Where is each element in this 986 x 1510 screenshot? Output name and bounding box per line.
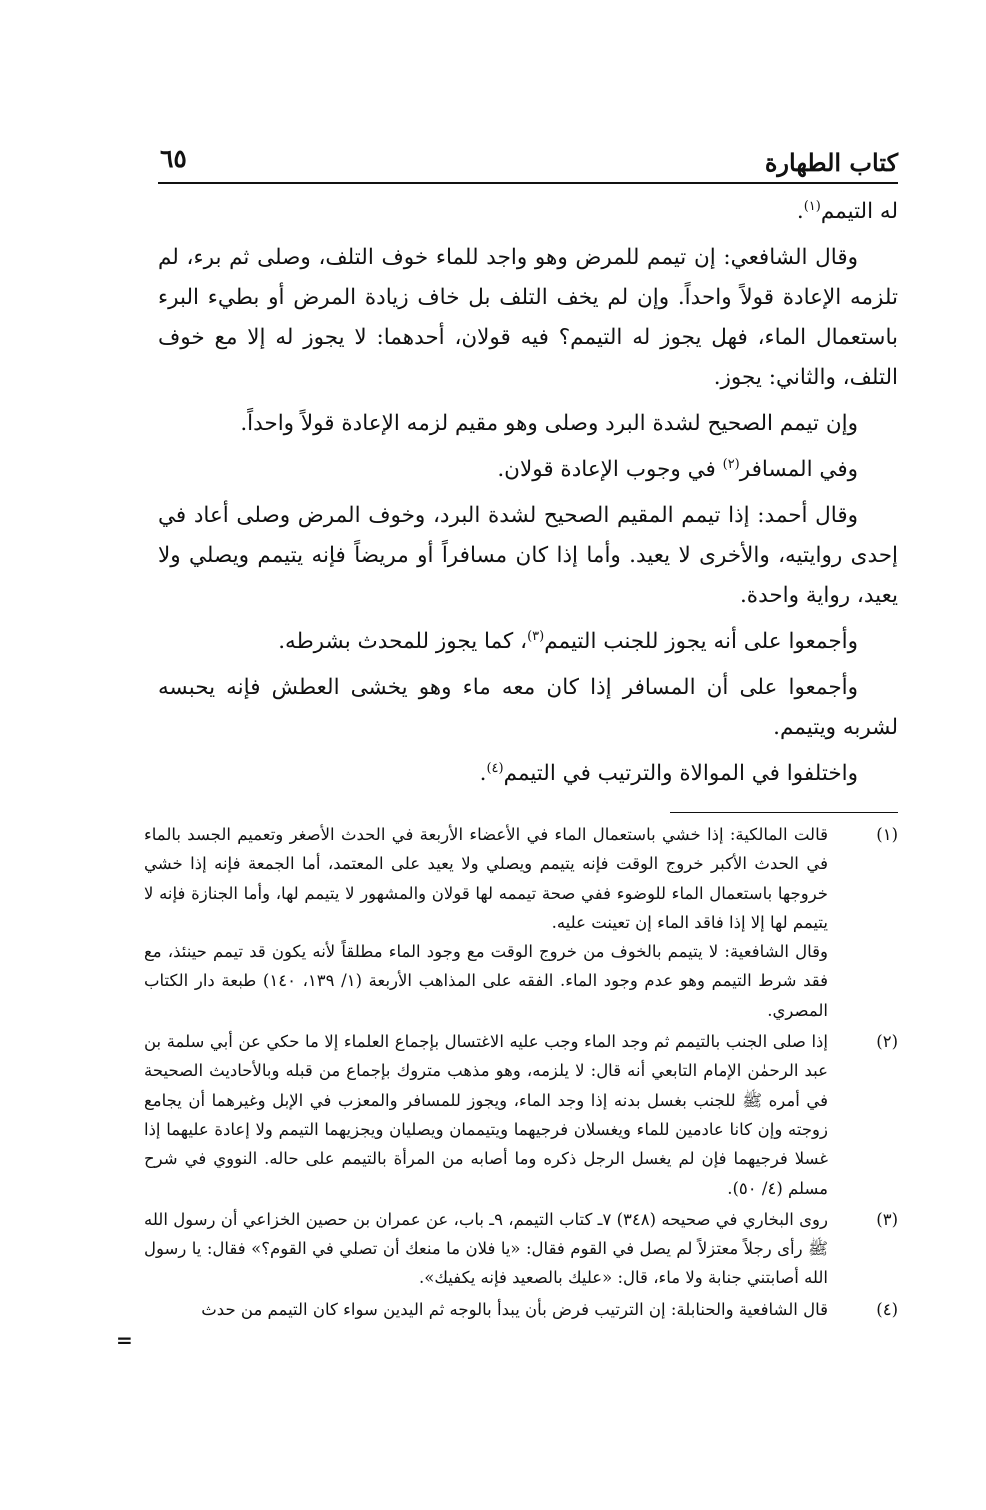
footnote-ref[interactable]: (٤)	[486, 760, 504, 776]
footnote-separator	[670, 812, 898, 813]
paragraph: وقال أحمد: إذا تيمم المقيم الصحيح لشدة البرد، وخوف المرض وصلى أعاد في إحدى روايتيه، والأخرى لا يعيد. وأما إذا كان مسافراً أو مريضاً فإنه يتيمم ويصلي ولا يعيد، رواية واحدة.	[158, 503, 898, 608]
footnote-ref[interactable]: (٢)	[722, 456, 740, 472]
page-number: ٦٥	[160, 144, 187, 173]
paragraph: واختلفوا في الموالاة والترتيب في التيمم$^{(٤)}$.	[479, 760, 858, 786]
footnote-text: روى البخاري في صحيحه (٣٤٨) ٧ـ كتاب التيمم، ٩ـ باب، عن عمران بن حصين الخزاعي أن رسول الله ﷺ رأى رجلاً معتزلاً لم يصل في القوم فقال: «يا فلان ما منعك أن تصلي في القوم؟» فقال: يا رسول الله أصابتني جنابة ولا ماء، قال: «عليك بالصعيد فإنه يكفيك».	[144, 1209, 828, 1288]
paragraph: وإن تيمم الصحيح لشدة البرد وصلى وهو مقيم لزمه الإعادة قولاً واحداً.	[240, 411, 858, 436]
header-rule	[158, 182, 898, 184]
footnote	[144, 1205, 898, 1293]
main-text	[158, 192, 898, 800]
paragraph: له التيمم$^{(١)}$.	[796, 198, 898, 224]
footnote-number: (٣)	[876, 1209, 898, 1229]
paragraph: وفي المسافر$^{(٢)}$ في وجوب الإعادة قولان.	[497, 456, 858, 482]
footnote-text: قالت المالكية: إذا خشي باستعمال الماء في الأعضاء الأربعة في الحدث الأصغر وتعميم الجسد بالماء في الحدث الأكبر خروج الوقت فإنه يتيمم ويصلي ولا يعيد على المعتمد، أما الجمعة فإنه إذا خشي خروجها باستعمال الماء للوضوء ففي صحة تيممه لها قولان والمشهور لا يتيمم لها، وأما الجنازة فإنه لا يتيمم لها إلا إذا فاقد الماء إن تعينت عليه.	[144, 825, 828, 932]
paragraph: وقال الشافعي: إن تيمم للمرض وهو واجد للماء خوف التلف، وصلى ثم برء، لم تلزمه الإعادة قولاً واحداً. وإن لم يخف التلف بل خاف زيادة المرض أو بطيء البرء باستعمال الماء، فهل يجوز له التيمم؟ فيه قولان، أحدهما: لا يجوز له إلا مع خوف التلف، والثاني: يجوز.	[158, 245, 898, 390]
footnote-number: (١)	[876, 825, 898, 844]
footnote-text: إذا صلى الجنب بالتيمم ثم وجد الماء وجب عليه الاغتسال بإجماع العلماء إلا ما حكي عن أبي سلمة بن عبد الرحمٰن الإمام التابعي أنه قال: لا يلزمه، وهو مذهب متروك بإجماع من قبله وبالأحاديث الصحيحة في أمره ﷺ للجنب بغسل بدنه إذا وجد الماء، ويجوز للمسافر والمعزب في الإبل وغيرهما أن يجامع زوجته وإن كانا عادمين للماء ويغسلان فرجيهما ويتيممان ويصليان ويجزيهما التيمم ولا إعادة عليهما إذا غسلا فرجيهما فإن لم يغسل الرجل ذكره وما أصابه من المرأة بالتيمم على حاله. النووي في شرح مسلم (٤/ ٥٠).	[144, 1032, 828, 1198]
footnote	[144, 1295, 898, 1324]
footnote-text: وقال الشافعية: لا يتيمم بالخوف من خروج الوقت مع وجود الماء مطلقاً لأنه يكون قد تيمم حينئذ، مع فقد شرط التيمم وهو عدم وجود الماء. الفقه على المذاهب الأربعة (١/ ١٣٩، ١٤٠) طبعة دار الكتاب المصري.	[144, 942, 828, 1020]
continuation-mark: =	[116, 1328, 133, 1352]
footnote-ref[interactable]: (٣)	[527, 628, 545, 644]
footnotes	[144, 820, 898, 1326]
paragraph: وأجمعوا على أنه يجوز للجنب التيمم$^{(٣)}$، كما يجوز للمحدث بشرطه.	[278, 628, 858, 654]
footnote-text: قال الشافعية والحنابلة: إن الترتيب فرض بأن يبدأ بالوجه ثم اليدين سواء كان التيمم من حدث	[201, 1299, 828, 1319]
footnote	[144, 1027, 898, 1203]
running-header-title: كتاب الطهارة	[764, 148, 898, 177]
paragraph: وأجمعوا على أن المسافر إذا كان معه ماء وهو يخشى العطش فإنه يحبسه لشربه ويتيمم.	[158, 675, 898, 740]
footnote-number: (٤)	[876, 1299, 898, 1319]
footnote	[144, 820, 898, 1025]
footnote-number: (٢)	[876, 1032, 898, 1052]
footnote-ref[interactable]: (١)	[803, 198, 821, 214]
